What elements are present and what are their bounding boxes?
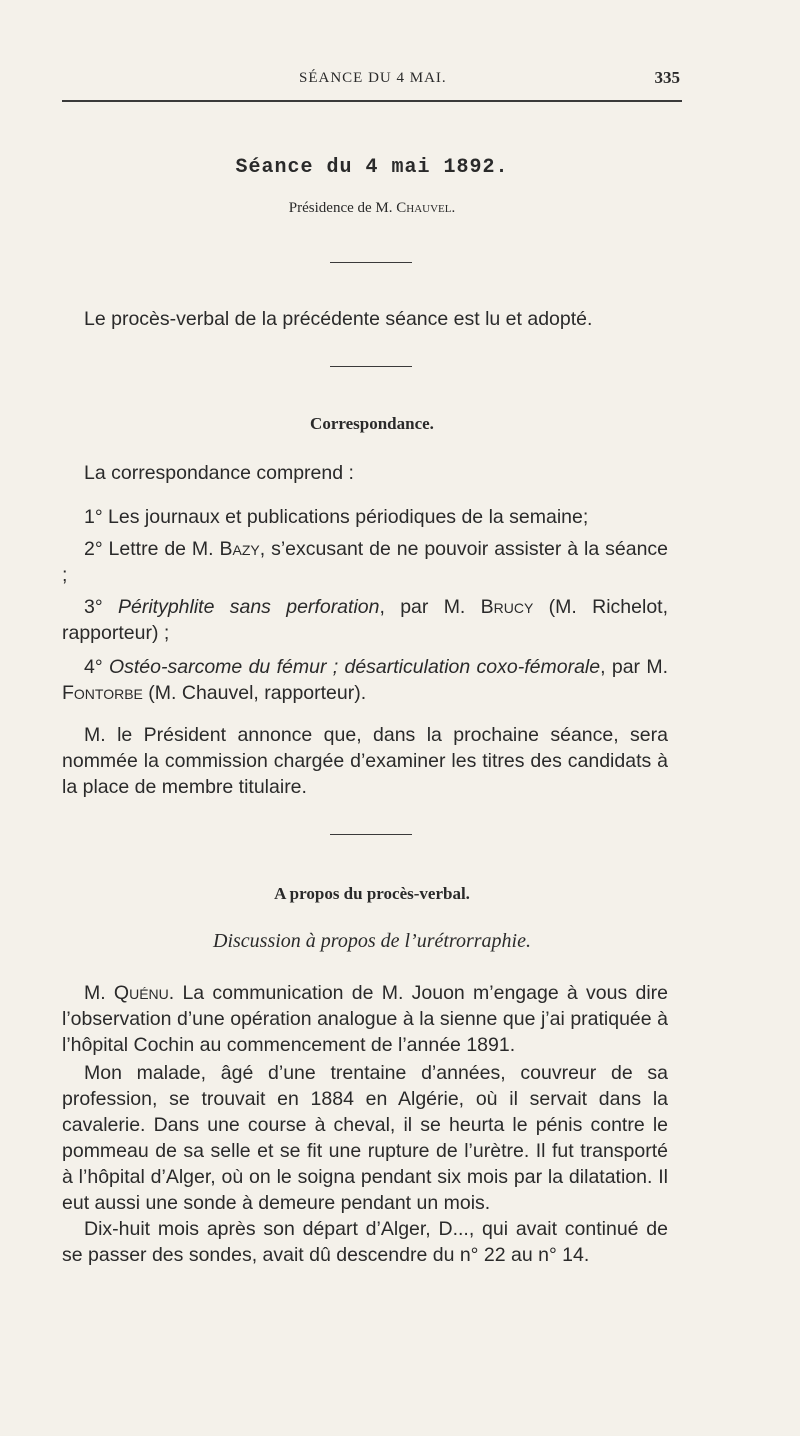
correspondance-item-2: [62, 536, 668, 588]
divider-rule: [330, 834, 412, 835]
running-title: SÉANCE DU 4 MAI.: [299, 70, 447, 86]
header-rule: [62, 100, 682, 102]
president-announcement: M. le Président annonce que, dans la prochaine séance, sera nommée la commission chargée d’examiner les titres des candidats à la place de membre titulaire.: [62, 724, 668, 798]
item-2-text-b: , s’excusant de ne pouvoir assister à la séance ;: [62, 538, 669, 586]
item-2-text-a: 2° Lettre de M.: [84, 538, 220, 560]
item-3-text-a: 3°: [84, 596, 118, 618]
presidence-line: [62, 200, 682, 217]
quenu-paragraph: [62, 980, 668, 1058]
running-head: [62, 70, 682, 92]
item-3-text-b: , par M.: [379, 596, 481, 618]
correspondance-item-1: 1° Les journaux et publications périodiques de la semaine;: [84, 506, 589, 528]
quenu-text-a: M.: [84, 982, 114, 1004]
item-3-name: Brucy: [480, 596, 534, 618]
item-4-text-a: 4°: [84, 656, 109, 678]
item-3-text-c: (M. Richelot, rapporteur) ;: [62, 596, 669, 644]
item-3-title: Pérityphlite sans perforation: [117, 596, 380, 618]
correspondance-intro: La correspondance comprend :: [84, 462, 354, 484]
quenu-text-b: . La communication de M. Jouon m’engage à vous dire l’observation d’une opération analogue à la sienne que j’ai pratiquée à l’hôpital Cochin au commencement de l’année 1891.: [62, 982, 668, 1056]
item-4-text-c: (M. Chauvel, rapporteur).: [142, 682, 367, 704]
item-2-name: Bazy: [219, 538, 260, 560]
dix-huit-mois-paragraph: Dix-huit mois après son départ d’Alger, D..., qui avait continué de se passer des sondes, avait dû descendre du n° 22 au n° 14.: [62, 1218, 668, 1266]
apropos-heading: A propos du procès-verbal.: [274, 884, 470, 903]
divider-rule: [330, 262, 412, 263]
malade-paragraph: Mon malade, âgé d’une trentaine d’années, couvreur de sa profession, se trouvait en 1884 en Algérie, où il servait dans la cavalerie. Dans une course à cheval, il se heurta le pénis contre le pommeau de sa selle et se fit une rupture de l’urètre. Il fut transporté à l’hôpital d’Alger, où on le soigna pendant six mois par la dilatation. Il eut aussi une sonde à demeure pendant un mois.: [62, 1062, 668, 1214]
discussion-subheading: Discussion à propos de l’urétrorraphie.: [213, 930, 531, 952]
divider-rule: [330, 366, 412, 367]
session-title: Séance du 4 mai 1892.: [235, 156, 509, 179]
presidence-prefix: Présidence de M.: [288, 200, 397, 216]
quenu-name: Quénu: [113, 982, 169, 1004]
item-4-name: Fontorbe: [62, 682, 143, 704]
item-4-title: Ostéo-sarcome du fémur ; désarticulation coxo-fémorale: [108, 656, 601, 678]
page-number: 335: [654, 68, 680, 87]
correspondance-item-4: [62, 654, 668, 706]
correspondance-item-3: [62, 594, 668, 646]
president-name: Chauvel: [396, 200, 452, 216]
item-4-text-b: , par M.: [600, 656, 669, 678]
proces-verbal-paragraph: Le procès-verbal de la précédente séance est lu et adopté.: [84, 308, 593, 330]
presidence-suffix: .: [451, 200, 456, 216]
correspondance-heading: Correspondance.: [310, 414, 434, 433]
